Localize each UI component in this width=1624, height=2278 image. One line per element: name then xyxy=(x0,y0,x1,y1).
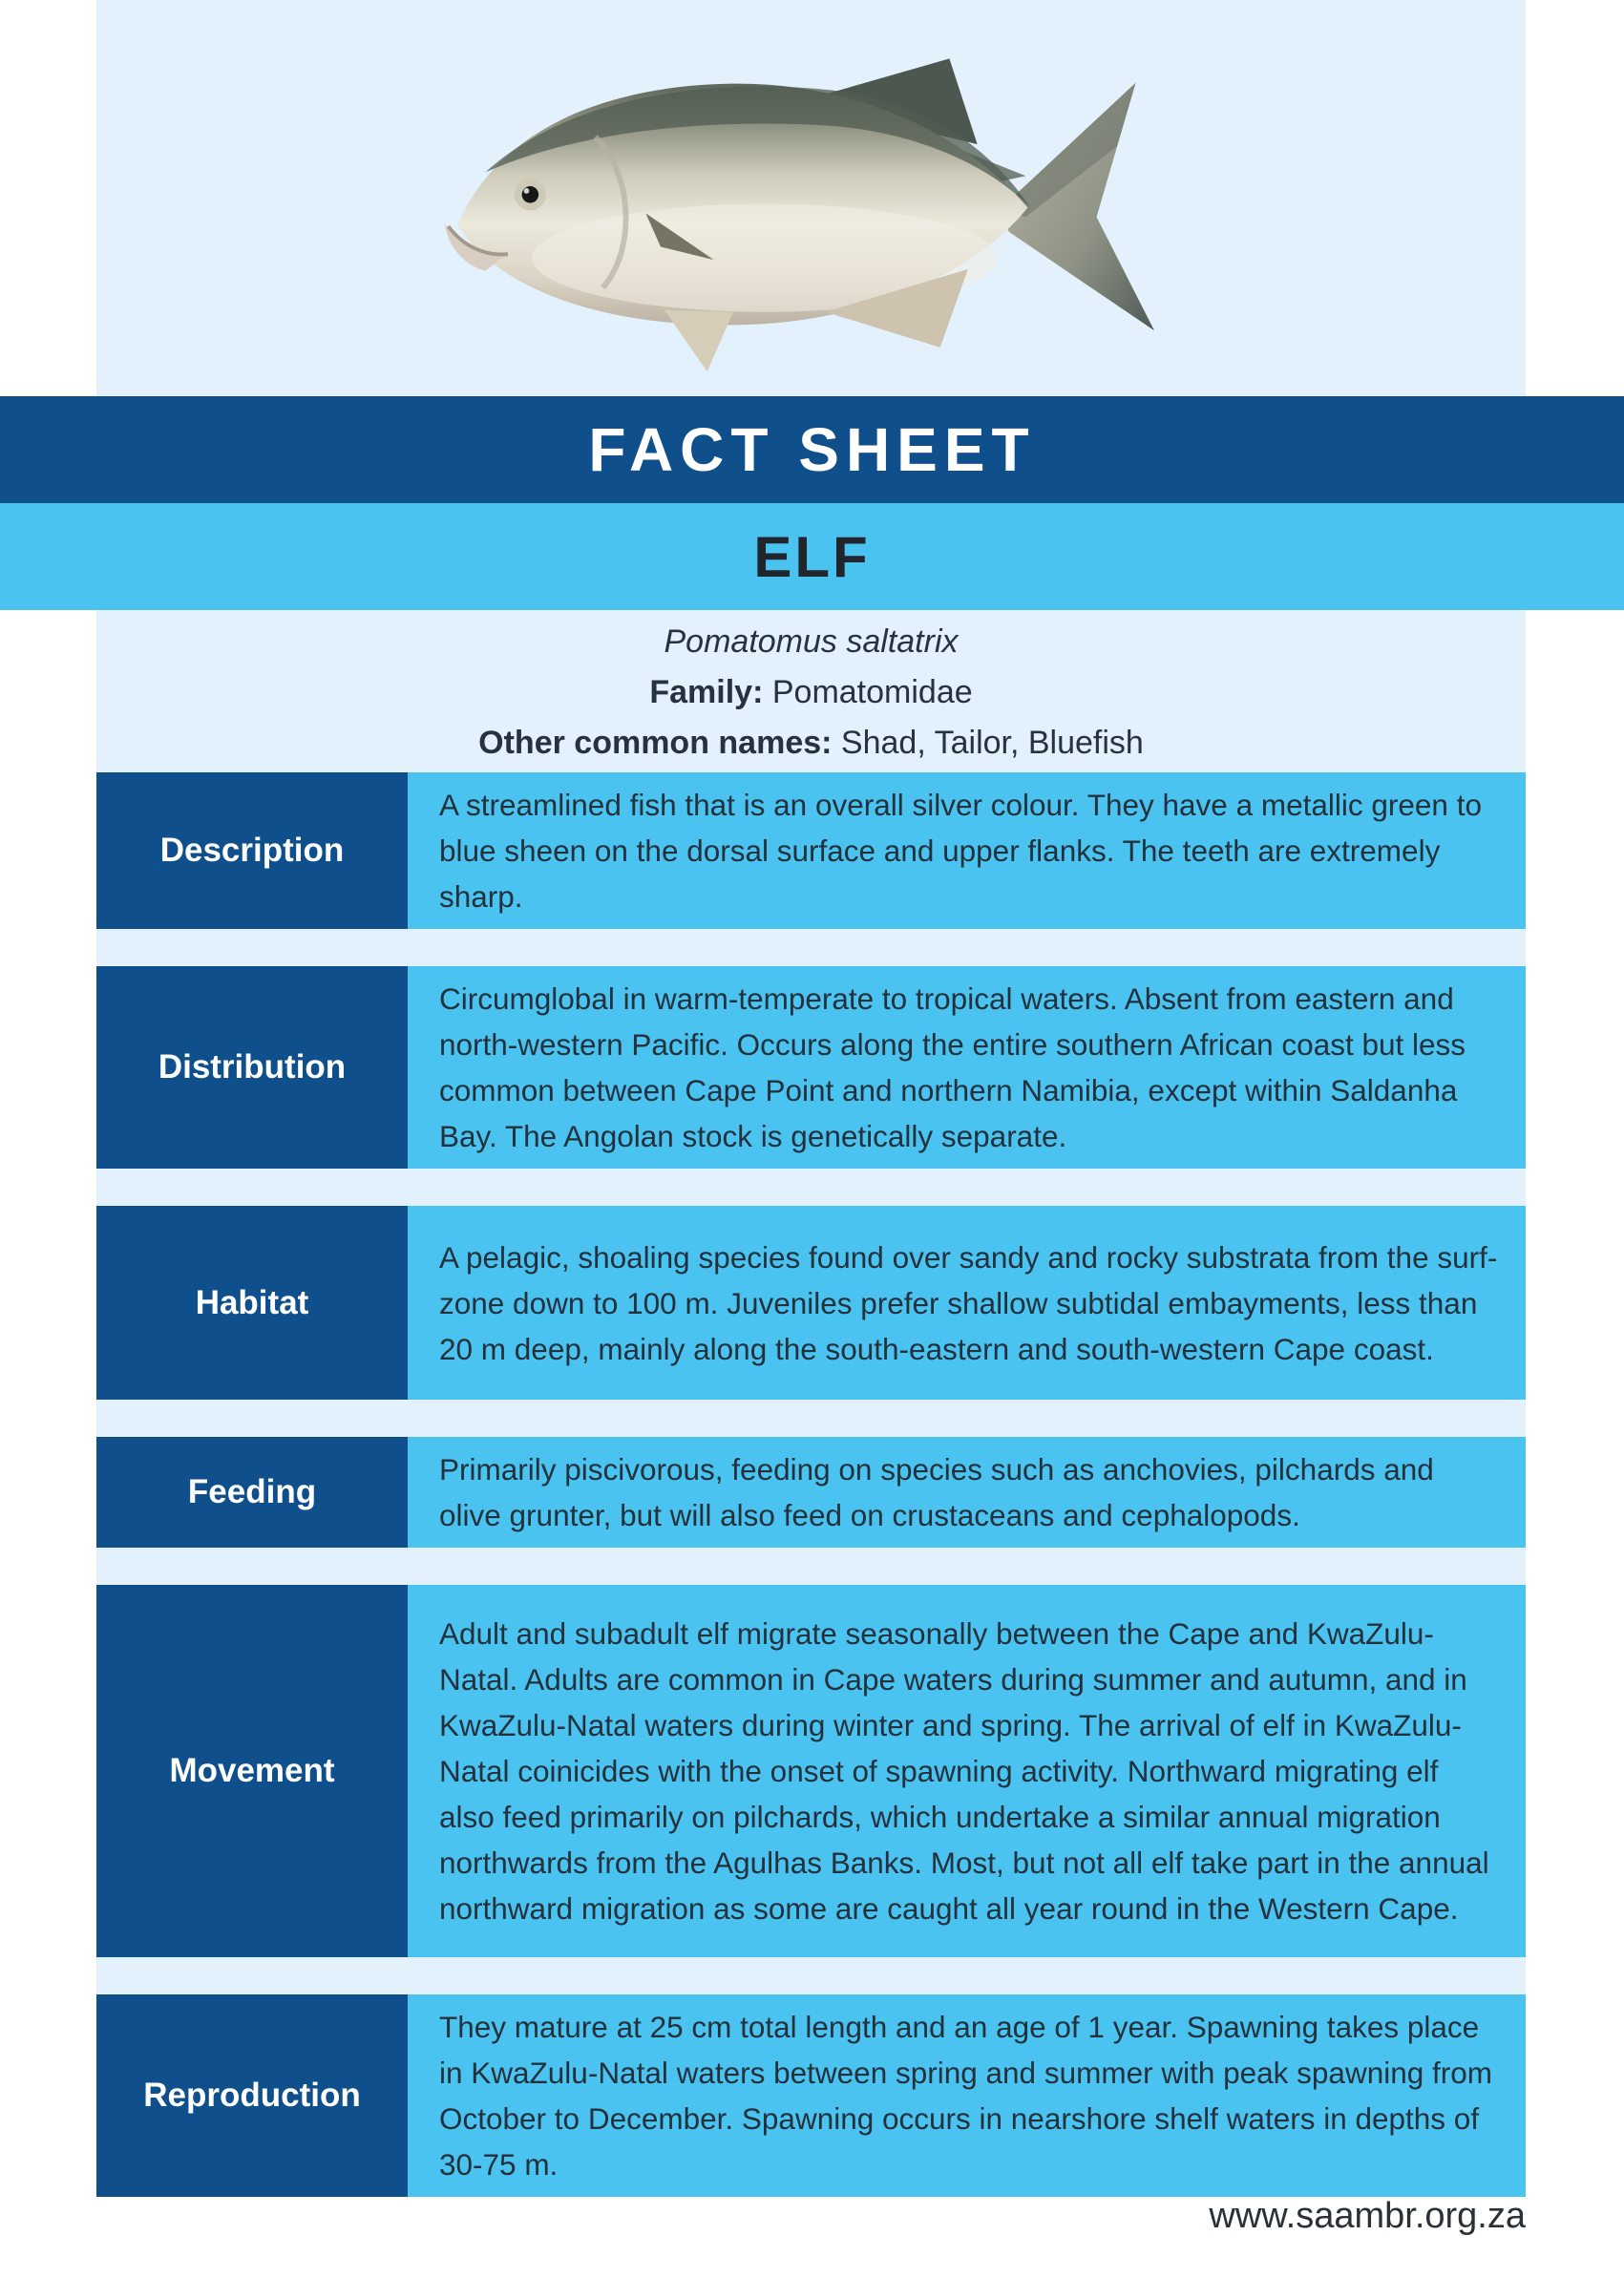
table-row-feeding xyxy=(96,1437,1526,1548)
table-row-distribution xyxy=(96,966,1526,1169)
fish-image-panel xyxy=(96,0,1526,396)
footer-url: www.saambr.org.za xyxy=(1209,2195,1526,2236)
row-label-reproduction: Reproduction xyxy=(96,1994,408,2197)
row-content-feeding xyxy=(408,1437,1526,1548)
table-row-habitat xyxy=(96,1206,1526,1400)
scientific-name: Pomatomus saltatrix xyxy=(664,623,959,660)
species-name: ELF xyxy=(753,524,871,589)
row-content-description xyxy=(408,772,1526,929)
footer xyxy=(96,2173,1526,2268)
fact-sheet-banner xyxy=(0,396,1624,503)
row-content-movement xyxy=(408,1585,1526,1957)
row-label-feeding: Feeding xyxy=(96,1437,408,1548)
row-label-distribution: Distribution xyxy=(96,966,408,1169)
fish-illustration xyxy=(430,32,1193,381)
species-banner xyxy=(0,503,1624,610)
distribution-text: Circumglobal in warm-temperate to tropical waters. Absent from eastern and north-western Pacific. Occurs along the entire southern African coast but less common between Cape Point and northern Namibia, except within Saldanha Bay. The Angolan stock is genetically separate. xyxy=(439,981,1466,1153)
description-text: A streamlined fish that is an overall silver colour. They have a metallic green to blue sheen on the dorsal surface and upper flanks. The teeth are extremely sharp. xyxy=(439,788,1482,914)
row-content-reproduction xyxy=(408,1994,1526,2197)
row-content-habitat xyxy=(408,1206,1526,1400)
row-label-description: Description xyxy=(96,772,408,929)
family-value: Pomatomidae xyxy=(771,674,973,710)
common-names-value: Shad, Tailor, Bluefish xyxy=(840,725,1144,761)
table-row-movement xyxy=(96,1585,1526,1957)
feeding-text: Primarily piscivorous, feeding on species such as anchovies, pilchards and olive grunter, but will also feed on crustaceans and cephalopods. xyxy=(439,1452,1434,1532)
habitat-text: A pelagic, shoaling species found over sandy and rocky substrata from the surf-zone down to 100 m. Juveniles prefer shallow subtidal embayments, less than 20 m deep, mainly along the south-eastern and south-western Cape coast. xyxy=(439,1239,1498,1366)
fact-sheet-title: FACT SHEET xyxy=(588,415,1036,484)
common-names-label: Other common names: xyxy=(478,725,833,761)
table-row-reproduction xyxy=(96,1994,1526,2197)
taxonomy-panel xyxy=(96,610,1526,772)
family-label: Family: xyxy=(649,674,764,710)
common-names-line xyxy=(96,718,1526,769)
family-line xyxy=(96,667,1526,718)
movement-text: Adult and subadult elf migrate seasonally between the Cape and KwaZulu-Natal. Adults are common in Cape waters during summer and autumn, and in KwaZulu-Natal waters during winter and spring. The arrival of elf in KwaZulu-Natal coinicides with the onset of spawning activity. Northward migrating elf also feed primarily on pilchards, which undertake a similar annual migration northwards from the Agulhas Banks. Most, but not all elf take part in the annual northward migration as some are caught all year round in the Western Cape. xyxy=(439,1616,1489,1926)
row-label-movement: Movement xyxy=(96,1585,408,1957)
row-label-habitat: Habitat xyxy=(96,1206,408,1400)
reproduction-text: They mature at 25 cm total length and an age of 1 year. Spawning takes place in KwaZulu-Natal waters between spring and summer with peak spawning from October to December. Spawning occurs in nearshore shelf waters in depths of 30-75 m. xyxy=(439,2010,1493,2182)
row-content-distribution xyxy=(408,966,1526,1169)
fact-table xyxy=(96,772,1526,2197)
table-row-description xyxy=(96,772,1526,929)
